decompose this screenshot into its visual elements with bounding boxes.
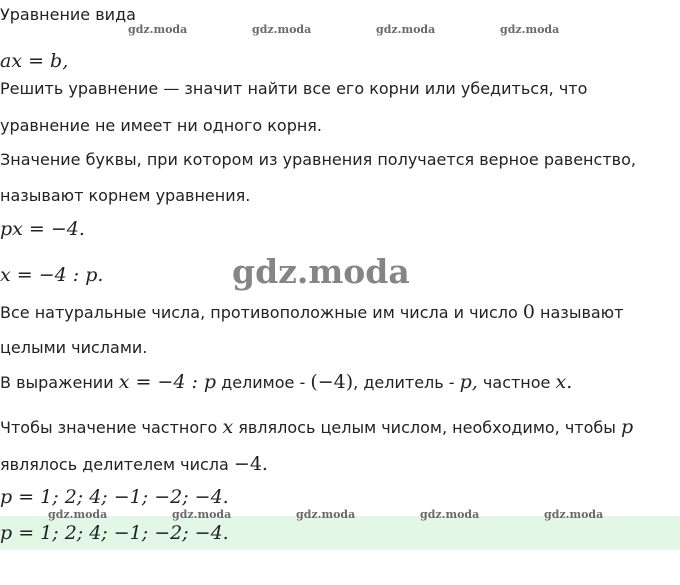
equation-text: ax = b, xyxy=(0,50,69,72)
math-zero: 0 xyxy=(522,301,535,323)
text-fragment: Все натуральные числа, противоположные им числа и число xyxy=(0,303,523,322)
watermark: gdz.moda xyxy=(48,508,108,521)
text-fragment: являлось целым числом, необходимо, чтобы xyxy=(233,418,621,437)
equation-text: p = 1; 2; 4; −1; −2; −4. xyxy=(0,486,229,508)
text-definition-2: уравнение не имеет ни одного корня. xyxy=(0,116,323,135)
text-fragment: делимое - xyxy=(216,373,311,392)
text-line-root-2 xyxy=(0,185,250,207)
answer-p-values xyxy=(0,522,229,544)
watermark: gdz.moda xyxy=(172,508,232,521)
text-fragment: Чтобы значение частного xyxy=(0,418,223,437)
watermark: gdz.moda xyxy=(296,508,356,521)
watermark: gdz.moda xyxy=(500,23,560,36)
text-root-1: Значение буквы, при котором из уравнения получается верное равенство, xyxy=(0,150,636,169)
text-line-condition-1 xyxy=(0,416,633,439)
math-minus-four: −4. xyxy=(233,453,268,475)
text-integers-2: целыми числами. xyxy=(0,338,148,357)
answer-text: p = 1; 2; 4; −1; −2; −4. xyxy=(0,522,229,544)
text-definition-1: Решить уравнение — значит найти все его корни или убедиться, что xyxy=(0,79,588,98)
text-intro: Уравнение вида xyxy=(0,5,136,24)
text-line-integers-1 xyxy=(0,301,623,324)
text-line-definition-2 xyxy=(0,115,322,137)
text-fragment: являлось делителем числа xyxy=(0,455,234,474)
watermark: gdz.moda xyxy=(128,23,188,36)
math-p: p xyxy=(621,416,634,438)
text-fragment: В выражении xyxy=(0,373,119,392)
text-fragment: называют xyxy=(534,303,624,322)
equation-p-values xyxy=(0,486,229,508)
math-expression: x = −4 : p xyxy=(118,371,217,393)
math-dividend: (−4) xyxy=(310,371,354,393)
text-fragment: частное xyxy=(477,373,556,392)
watermark-large: gdz.moda xyxy=(232,252,410,291)
text-root-2: называют корнем уравнения. xyxy=(0,186,251,205)
text-line-condition-2 xyxy=(0,453,268,476)
math-quotient: x. xyxy=(555,371,573,393)
watermark: gdz.moda xyxy=(420,508,480,521)
watermark: gdz.moda xyxy=(376,23,436,36)
watermark: gdz.moda xyxy=(544,508,604,521)
equation-ax-b xyxy=(0,50,68,72)
text-line-intro xyxy=(0,4,136,26)
math-x: x xyxy=(222,416,234,438)
text-line-integers-2 xyxy=(0,337,147,359)
math-divisor: p, xyxy=(459,371,478,393)
text-fragment: , делитель - xyxy=(353,373,460,392)
equation-text: px = −4. xyxy=(0,218,85,240)
text-line-definition-1 xyxy=(0,78,587,100)
text-line-expression xyxy=(0,371,572,394)
equation-px xyxy=(0,218,85,240)
watermark: gdz.moda xyxy=(252,23,312,36)
equation-text: x = −4 : p. xyxy=(0,264,104,286)
equation-x-div xyxy=(0,264,103,286)
text-line-root-1 xyxy=(0,149,636,171)
